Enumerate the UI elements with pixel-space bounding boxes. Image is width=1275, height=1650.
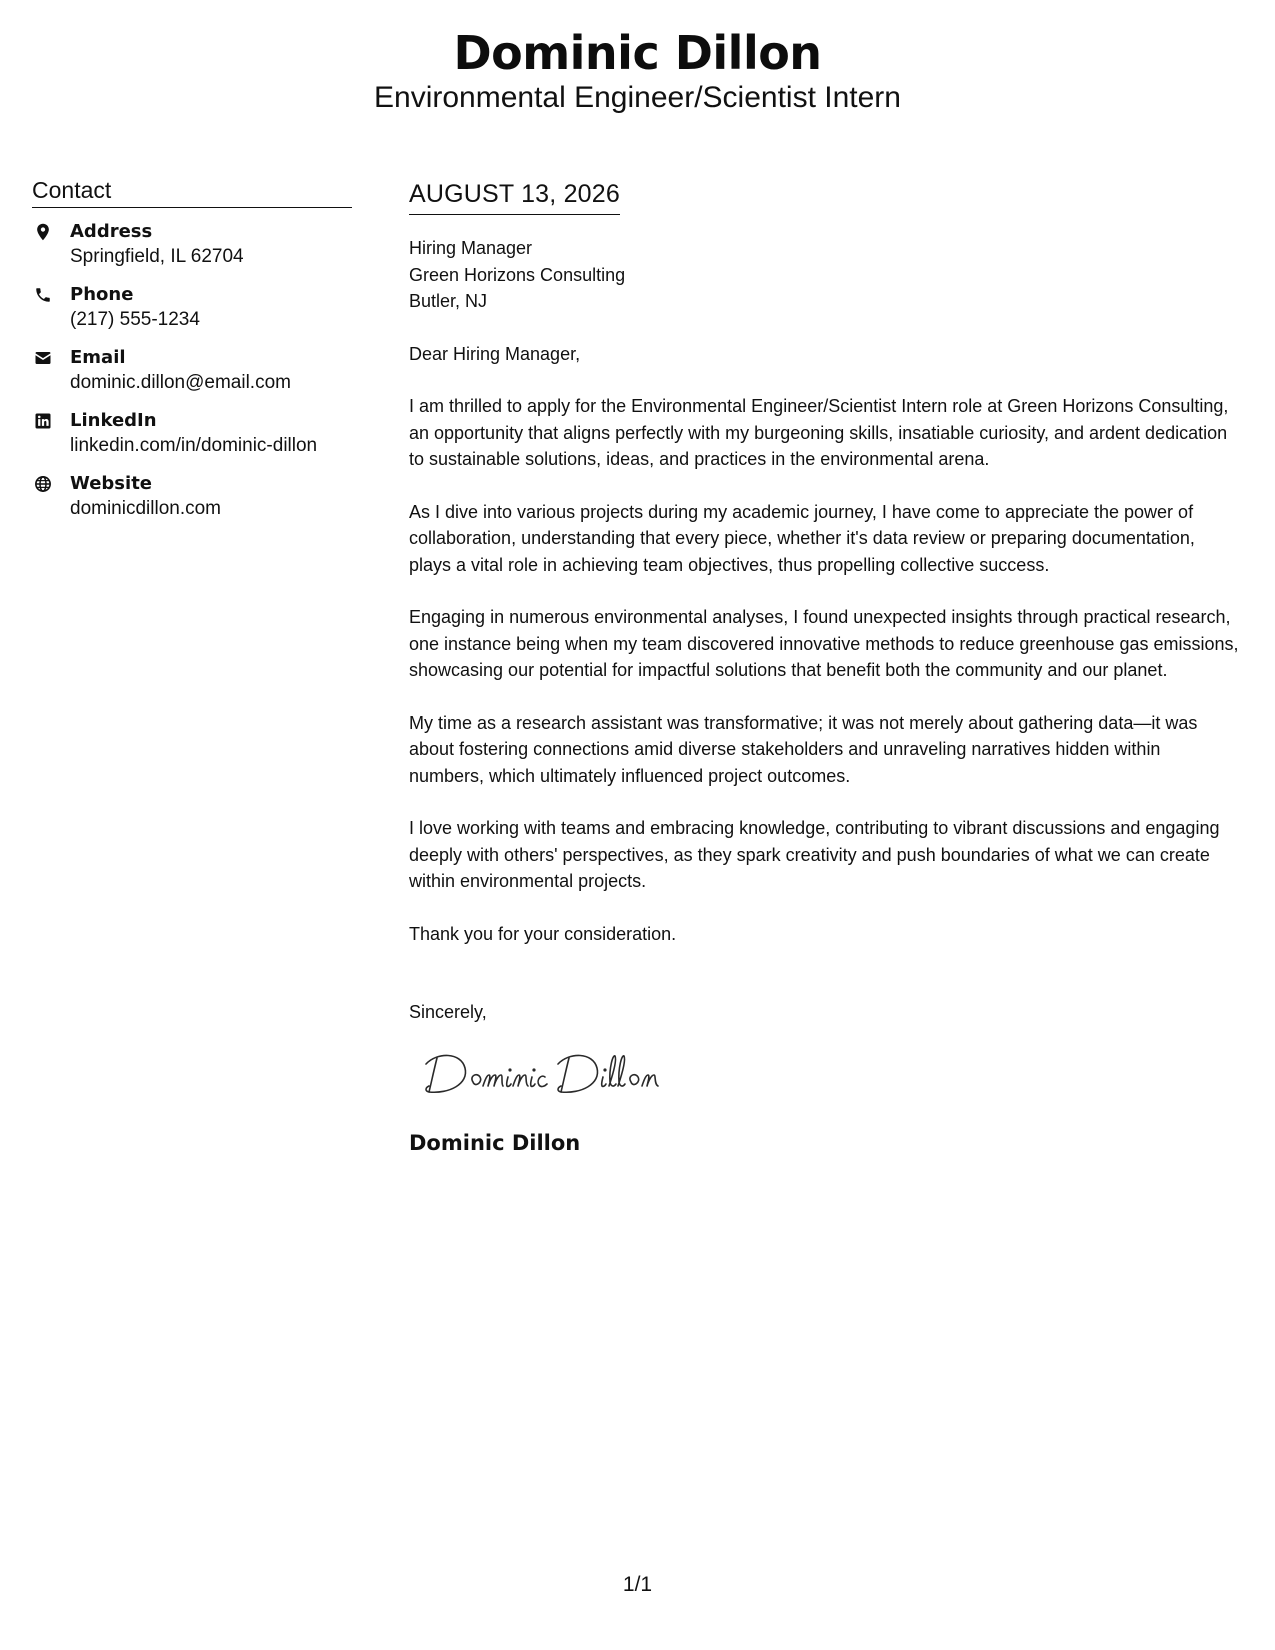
paragraph: My time as a research assistant was transformative; it was not merely about gathering data—it was about fostering connections amid diverse stakeholders and unraveling narratives hidden within numbers, which ultimately influenced project outcomes. xyxy=(409,712,1198,786)
contact-item-website xyxy=(32,472,352,535)
paragraph: Engaging in numerous environmental analyses, I found unexpected insights through practical research, one instance being when my team discovered innovative methods to reduce greenhouse gas emissions, showcasing our potential for impactful solutions that benefit both the community and our planet. xyxy=(409,607,1239,680)
email-value: dominic.dillon@email.com xyxy=(70,372,291,393)
map-pin-icon xyxy=(34,223,52,241)
contact-item-phone xyxy=(32,283,352,346)
phone-label: Phone xyxy=(70,284,134,305)
handwritten-signature xyxy=(423,1044,663,1102)
applicant-title: Environmental Engineer/Scientist Intern xyxy=(374,81,901,114)
contact-section-title: Contact xyxy=(32,176,352,208)
paragraph: I am thrilled to apply for the Environmental Engineer/Scientist Intern role at Green Horizons Consulting, an opportunity that aligns perfectly with my burgeoning skills, insatiable curiosity, and ardent dedication to sustainable solutions, ideas, and practices in the environmental arena. xyxy=(409,396,1229,469)
thanks-line: Thank you for your consideration. xyxy=(409,923,677,944)
contact-list xyxy=(32,220,352,535)
recipient-location: Butler, NJ xyxy=(409,291,488,311)
contact-item-linkedin xyxy=(32,409,352,472)
website-value: dominicdillon.com xyxy=(70,498,222,519)
recipient-name: Hiring Manager xyxy=(409,238,533,258)
salutation: Dear Hiring Manager, xyxy=(409,343,581,364)
signer-name: Dominic Dillon xyxy=(409,1130,581,1155)
linkedin-value: linkedin.com/in/dominic-dillon xyxy=(70,435,318,456)
address-value: Springfield, IL 62704 xyxy=(70,246,244,267)
recipient-company: Green Horizons Consulting xyxy=(409,264,626,285)
page-number: 1/1 xyxy=(622,1573,653,1596)
contact-item-email xyxy=(32,346,352,409)
document-header xyxy=(0,22,1275,116)
phone-icon xyxy=(34,286,52,304)
linkedin-label: LinkedIn xyxy=(70,410,157,431)
contact-item-address xyxy=(32,220,352,283)
linkedin-icon xyxy=(34,412,52,430)
paragraph: I love working with teams and embracing knowledge, contributing to vibrant discussions and engaging deeply with others' perspectives, as they spark creativity and push boundaries of what we can create within environmental projects. xyxy=(409,818,1220,891)
email-label: Email xyxy=(70,347,126,368)
letter-body xyxy=(409,178,1239,1157)
closing-line: Sincerely, xyxy=(409,1002,487,1022)
website-label: Website xyxy=(70,473,153,494)
globe-icon xyxy=(34,475,52,493)
applicant-name: Dominic Dillon xyxy=(453,26,822,80)
address-label: Address xyxy=(70,221,153,242)
paragraph: As I dive into various projects during my academic journey, I have come to appreciate the power of collaboration, understanding that every piece, whether it's data review or preparing documentation, plays a vital role in achieving team objectives, thus propelling collective success. xyxy=(409,501,1195,575)
letter-date: AUGUST 13, 2026 xyxy=(409,178,620,215)
contact-sidebar xyxy=(32,176,352,535)
recipient-block xyxy=(409,235,1239,315)
phone-value: (217) 555-1234 xyxy=(70,309,200,330)
envelope-icon xyxy=(34,349,52,367)
